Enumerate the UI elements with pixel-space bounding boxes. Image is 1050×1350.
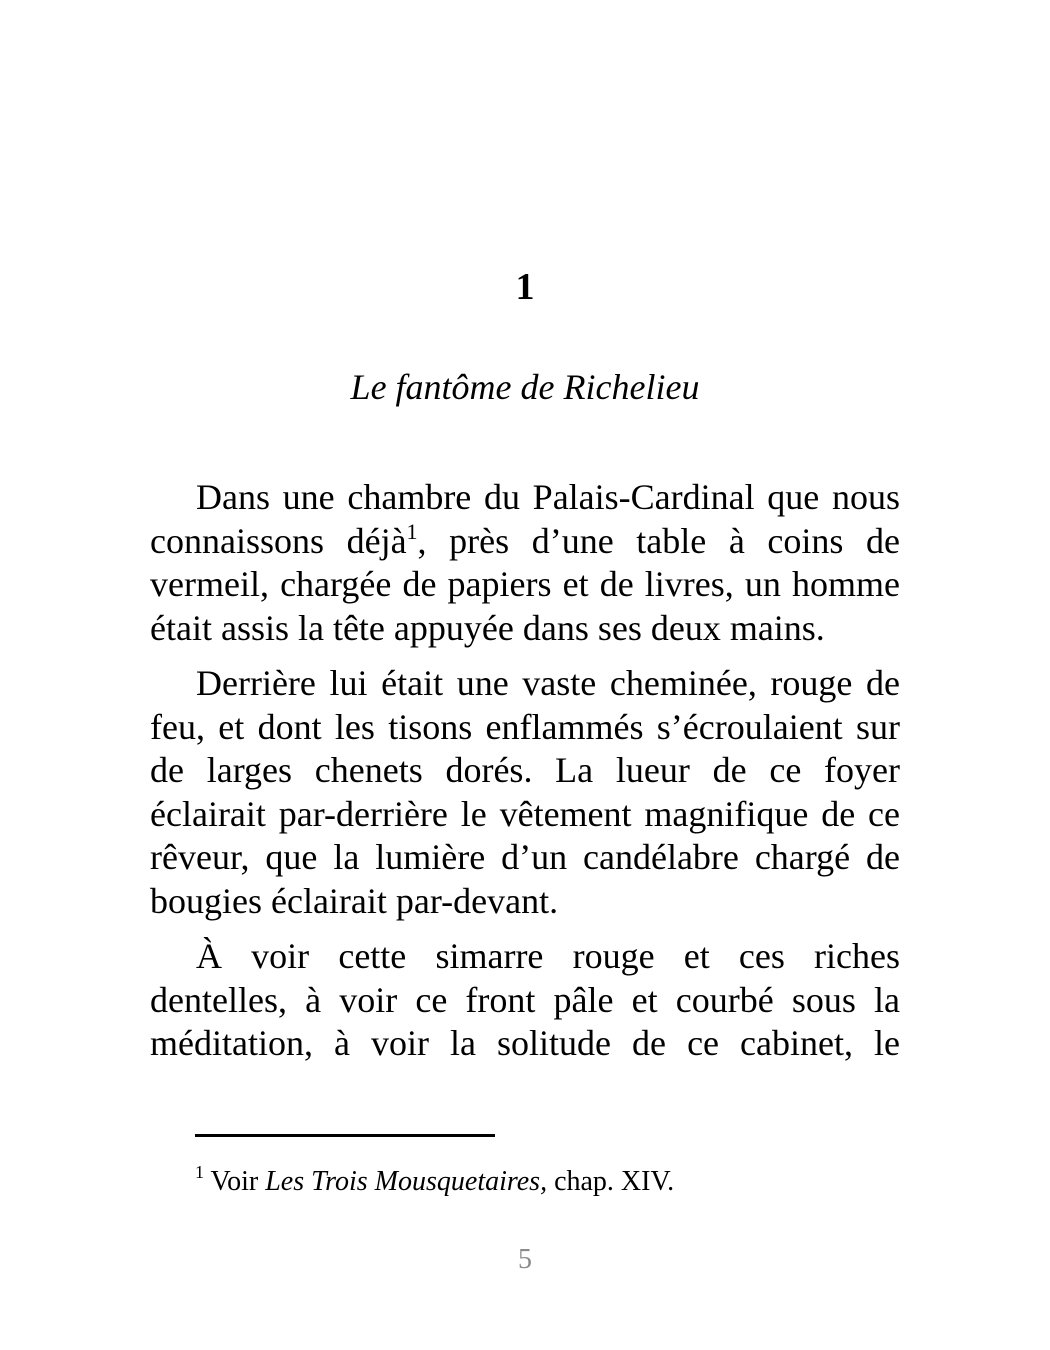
- footnote-prefix: Voir: [204, 1166, 266, 1197]
- paragraph-1-text-start: Dans une chambre du Palais-Cardinal que nous connaissons déjà: [150, 477, 900, 561]
- paragraph-1-text-end: , près d’une table à coins de vermeil, chargée de papiers et de livres, un homme était assis la tête appuyée dans ses deux mains.: [150, 520, 900, 648]
- paragraph-1: [150, 476, 900, 650]
- paragraph-3: À voir cette simarre rouge et ces riches dentelles, à voir ce front pâle et courbé sous la méditation, à voir la solitude de ce cabinet, le: [150, 936, 900, 1063]
- paragraph-2: Derrière lui était une vaste cheminée, rouge de feu, et dont les tisons enflammés s’écroulaient sur de larges chenets dorés. La lueur de ce foyer éclairait par-derrière le vêtement magnifique de ce rêveur, que la lumière d’un candélabre chargé de bougies éclairait par-devant.: [150, 663, 900, 921]
- footnote-suffix: chap. XIV.: [547, 1166, 675, 1197]
- chapter-body: [150, 476, 900, 1078]
- footnote-marker: 1: [195, 1162, 204, 1182]
- chapter-title: Le fantôme de Richelieu: [350, 367, 700, 407]
- footnote: [195, 1162, 895, 1202]
- footnote-divider: [195, 1134, 495, 1137]
- page-number: 5: [518, 1244, 532, 1275]
- footnote-reference: 1: [406, 518, 418, 544]
- footnote-book-title: Les Trois Mousquetaires,: [265, 1166, 548, 1197]
- chapter-number: 1: [515, 266, 535, 308]
